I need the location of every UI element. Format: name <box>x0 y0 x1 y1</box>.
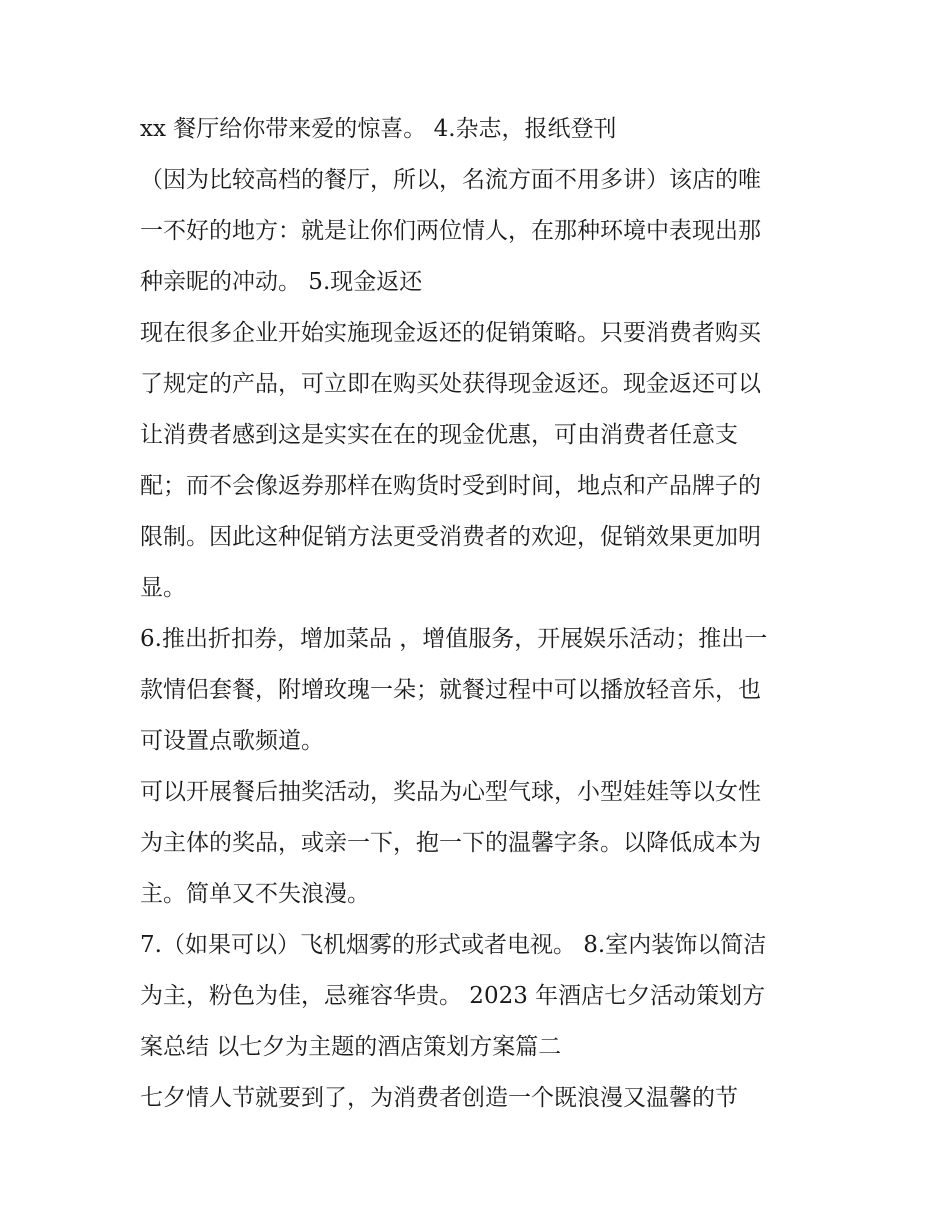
text-line: 让消费者感到这是实实在在的现金优惠，可由消费者任意支 <box>140 422 738 448</box>
text-line: 显。 <box>140 575 186 601</box>
text-line: 可以开展餐后抽奖活动，奖品为心型气球，小型娃娃等以女性 <box>140 779 761 805</box>
text-line: （因为比较高档的餐厅，所以，名流方面不用多讲）该店的唯 <box>140 167 761 193</box>
text-line: 主。简单又不失浪漫。 <box>140 881 370 907</box>
text-line: 种亲昵的冲动。 5.现金返还 <box>140 269 423 295</box>
text-line: 了规定的产品，可立即在购买处获得现金返还。现金返还可以 <box>140 371 761 397</box>
text-line: 现在很多企业开始实施现金返还的促销策略。只要消费者购买 <box>140 320 761 346</box>
text-line: 七夕情人节就要到了，为消费者创造一个既浪漫又温馨的节 <box>140 1085 738 1111</box>
text-line: 配；而不会像返券那样在购货时受到时间，地点和产品牌子的 <box>140 473 761 499</box>
document-body <box>140 104 830 1124</box>
text-line: 为主，粉色为佳，忌雍容华贵。 2023 年酒店七夕活动策划方 <box>140 983 766 1009</box>
text-line: 款情侣套餐，附增玫瑰一朵；就餐过程中可以播放轻音乐，也 <box>140 677 761 703</box>
text-line: 可设置点歌频道。 <box>140 728 324 754</box>
text-line: 一不好的地方：就是让你们两位情人，在那种环境中表现出那 <box>140 218 761 244</box>
text-line: 6.推出折扣券，增加菜品 ，增值服务，开展娱乐活动；推出一 <box>140 626 768 652</box>
text-line: 7.（如果可以）飞机烟雾的形式或者电视。 8.室内装饰以简洁 <box>140 932 767 958</box>
text-line: 限制。因此这种促销方法更受消费者的欢迎，促销效果更加明 <box>140 524 761 550</box>
text-line: 为主体的奖品，或亲一下，抱一下的温馨字条。以降低成本为 <box>140 830 761 856</box>
text-line: xx 餐厅给你带来爱的惊喜。 4.杂志，报纸登刊 <box>140 116 617 142</box>
text-line: 案总结 以七夕为主题的酒店策划方案篇二 <box>140 1034 562 1060</box>
